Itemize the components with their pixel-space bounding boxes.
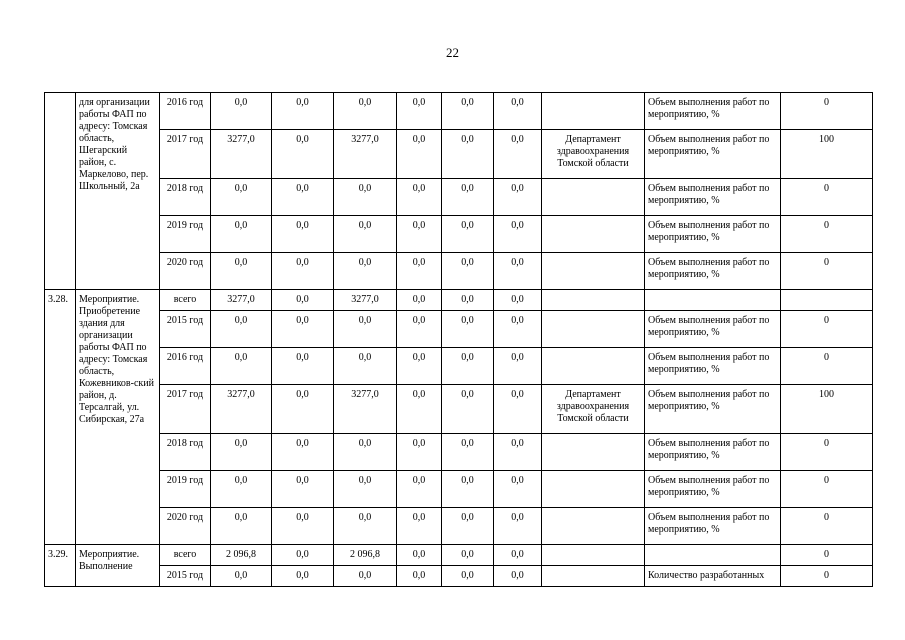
indicator-value: 0 <box>781 311 873 348</box>
indicator-cell <box>645 290 781 311</box>
year-cell: 2016 год <box>160 348 211 385</box>
indicator-cell: Объем выполнения работ по мероприятию, % <box>645 434 781 471</box>
local-cell: 0,0 <box>397 385 442 434</box>
item-name: Мероприятие. Приобретение здания для организации работы ФАП по адресу: Томская область, Кожевников-ский район, д. Терсалгай, ул. Сибирская, 27а <box>76 290 160 545</box>
total-cell: 0,0 <box>211 471 272 508</box>
tfoms-cell: 0,0 <box>442 508 494 545</box>
executor-cell <box>542 434 645 471</box>
table-row <box>45 434 873 471</box>
tfoms-cell: 0,0 <box>442 348 494 385</box>
table-row <box>45 545 873 566</box>
executor-cell <box>542 508 645 545</box>
indicator-value: 0 <box>781 93 873 130</box>
local-cell: 0,0 <box>397 290 442 311</box>
indicator-cell: Объем выполнения работ по мероприятию, % <box>645 253 781 290</box>
executor-cell <box>542 253 645 290</box>
item-name: для организации работы ФАП по адресу: Томская область, Шегарский район, с. Маркелово, пер. Школьный, 2а <box>76 93 160 290</box>
executor-cell <box>542 471 645 508</box>
indicator-cell: Количество разработанных <box>645 566 781 587</box>
federal-cell: 0,0 <box>272 179 334 216</box>
regional-cell: 0,0 <box>334 348 397 385</box>
tfoms-cell: 0,0 <box>442 93 494 130</box>
table-row <box>45 385 873 434</box>
indicator-cell: Объем выполнения работ по мероприятию, % <box>645 348 781 385</box>
federal-cell: 0,0 <box>272 216 334 253</box>
table-row <box>45 130 873 179</box>
regional-cell: 0,0 <box>334 253 397 290</box>
indicator-value: 0 <box>781 253 873 290</box>
year-cell: 2015 год <box>160 566 211 587</box>
regional-cell: 0,0 <box>334 93 397 130</box>
year-cell: всего <box>160 290 211 311</box>
tfoms-cell: 0,0 <box>442 385 494 434</box>
indicator-value: 0 <box>781 348 873 385</box>
indicator-cell: Объем выполнения работ по мероприятию, % <box>645 508 781 545</box>
item-number: 3.29. <box>45 545 76 587</box>
indicator-value: 0 <box>781 566 873 587</box>
local-cell: 0,0 <box>397 508 442 545</box>
tfoms-cell: 0,0 <box>442 471 494 508</box>
indicator-cell: Объем выполнения работ по мероприятию, % <box>645 311 781 348</box>
total-cell: 0,0 <box>211 179 272 216</box>
other-cell: 0,0 <box>494 290 542 311</box>
item-number <box>45 93 76 290</box>
executor-cell <box>542 545 645 566</box>
executor-cell <box>542 348 645 385</box>
indicator-value <box>781 290 873 311</box>
federal-cell: 0,0 <box>272 385 334 434</box>
indicator-value: 0 <box>781 216 873 253</box>
tfoms-cell: 0,0 <box>442 566 494 587</box>
total-cell: 0,0 <box>211 434 272 471</box>
total-cell: 3277,0 <box>211 385 272 434</box>
total-cell: 3277,0 <box>211 130 272 179</box>
other-cell: 0,0 <box>494 130 542 179</box>
executor-cell <box>542 290 645 311</box>
indicator-value: 0 <box>781 434 873 471</box>
indicator-value: 100 <box>781 385 873 434</box>
year-cell: 2015 год <box>160 311 211 348</box>
total-cell: 0,0 <box>211 508 272 545</box>
local-cell: 0,0 <box>397 566 442 587</box>
tfoms-cell: 0,0 <box>442 253 494 290</box>
total-cell: 3277,0 <box>211 290 272 311</box>
local-cell: 0,0 <box>397 311 442 348</box>
regional-cell: 0,0 <box>334 508 397 545</box>
indicator-cell: Объем выполнения работ по мероприятию, % <box>645 179 781 216</box>
other-cell: 0,0 <box>494 93 542 130</box>
table-row <box>45 93 873 130</box>
executor-cell <box>542 311 645 348</box>
year-cell: 2019 год <box>160 471 211 508</box>
table-row <box>45 216 873 253</box>
executor-cell <box>542 216 645 253</box>
table-row <box>45 253 873 290</box>
indicator-value: 0 <box>781 508 873 545</box>
local-cell: 0,0 <box>397 545 442 566</box>
federal-cell: 0,0 <box>272 290 334 311</box>
federal-cell: 0,0 <box>272 545 334 566</box>
year-cell: всего <box>160 545 211 566</box>
year-cell: 2020 год <box>160 253 211 290</box>
local-cell: 0,0 <box>397 434 442 471</box>
executor-cell: Департамент здравоохранения Томской области <box>542 385 645 434</box>
federal-cell: 0,0 <box>272 311 334 348</box>
regional-cell: 0,0 <box>334 434 397 471</box>
table-row <box>45 348 873 385</box>
other-cell: 0,0 <box>494 253 542 290</box>
tfoms-cell: 0,0 <box>442 179 494 216</box>
regional-cell: 0,0 <box>334 216 397 253</box>
indicator-value: 0 <box>781 471 873 508</box>
regional-cell: 0,0 <box>334 179 397 216</box>
indicator-cell: Объем выполнения работ по мероприятию, % <box>645 130 781 179</box>
table-row <box>45 566 873 587</box>
other-cell: 0,0 <box>494 385 542 434</box>
table-row <box>45 471 873 508</box>
local-cell: 0,0 <box>397 253 442 290</box>
tfoms-cell: 0,0 <box>442 434 494 471</box>
executor-cell <box>542 93 645 130</box>
executor-cell <box>542 179 645 216</box>
federal-cell: 0,0 <box>272 508 334 545</box>
federal-cell: 0,0 <box>272 253 334 290</box>
table-row <box>45 311 873 348</box>
indicator-value: 0 <box>781 179 873 216</box>
tfoms-cell: 0,0 <box>442 130 494 179</box>
item-name: Мероприятие. Выполнение <box>76 545 160 587</box>
other-cell: 0,0 <box>494 508 542 545</box>
total-cell: 2 096,8 <box>211 545 272 566</box>
year-cell: 2020 год <box>160 508 211 545</box>
federal-cell: 0,0 <box>272 471 334 508</box>
other-cell: 0,0 <box>494 348 542 385</box>
local-cell: 0,0 <box>397 471 442 508</box>
local-cell: 0,0 <box>397 348 442 385</box>
year-cell: 2017 год <box>160 385 211 434</box>
tfoms-cell: 0,0 <box>442 290 494 311</box>
year-cell: 2018 год <box>160 179 211 216</box>
table-row <box>45 179 873 216</box>
tfoms-cell: 0,0 <box>442 545 494 566</box>
federal-cell: 0,0 <box>272 566 334 587</box>
regional-cell: 0,0 <box>334 566 397 587</box>
federal-cell: 0,0 <box>272 434 334 471</box>
other-cell: 0,0 <box>494 216 542 253</box>
indicator-cell: Объем выполнения работ по мероприятию, % <box>645 385 781 434</box>
regional-cell: 0,0 <box>334 471 397 508</box>
federal-cell: 0,0 <box>272 348 334 385</box>
indicator-value: 100 <box>781 130 873 179</box>
total-cell: 0,0 <box>211 348 272 385</box>
total-cell: 0,0 <box>211 311 272 348</box>
page-number: 22 <box>446 45 459 60</box>
table-row <box>45 508 873 545</box>
other-cell: 0,0 <box>494 434 542 471</box>
year-cell: 2017 год <box>160 130 211 179</box>
total-cell: 0,0 <box>211 93 272 130</box>
total-cell: 0,0 <box>211 216 272 253</box>
local-cell: 0,0 <box>397 179 442 216</box>
federal-cell: 0,0 <box>272 130 334 179</box>
executor-cell <box>542 566 645 587</box>
table-row <box>45 290 873 311</box>
regional-cell: 3277,0 <box>334 385 397 434</box>
total-cell: 0,0 <box>211 566 272 587</box>
local-cell: 0,0 <box>397 130 442 179</box>
item-number: 3.28. <box>45 290 76 545</box>
indicator-cell: Объем выполнения работ по мероприятию, % <box>645 216 781 253</box>
table-body <box>45 93 873 587</box>
year-cell: 2018 год <box>160 434 211 471</box>
indicator-cell: Объем выполнения работ по мероприятию, % <box>645 471 781 508</box>
indicator-cell <box>645 545 781 566</box>
tfoms-cell: 0,0 <box>442 311 494 348</box>
regional-cell: 3277,0 <box>334 130 397 179</box>
indicator-cell: Объем выполнения работ по мероприятию, % <box>645 93 781 130</box>
local-cell: 0,0 <box>397 216 442 253</box>
regional-cell: 0,0 <box>334 311 397 348</box>
year-cell: 2016 год <box>160 93 211 130</box>
regional-cell: 3277,0 <box>334 290 397 311</box>
other-cell: 0,0 <box>494 179 542 216</box>
executor-cell: Департамент здравоохранения Томской области <box>542 130 645 179</box>
year-cell: 2019 год <box>160 216 211 253</box>
regional-cell: 2 096,8 <box>334 545 397 566</box>
measures-table <box>44 92 873 587</box>
indicator-value: 0 <box>781 545 873 566</box>
other-cell: 0,0 <box>494 545 542 566</box>
federal-cell: 0,0 <box>272 93 334 130</box>
total-cell: 0,0 <box>211 253 272 290</box>
local-cell: 0,0 <box>397 93 442 130</box>
other-cell: 0,0 <box>494 471 542 508</box>
other-cell: 0,0 <box>494 311 542 348</box>
other-cell: 0,0 <box>494 566 542 587</box>
tfoms-cell: 0,0 <box>442 216 494 253</box>
